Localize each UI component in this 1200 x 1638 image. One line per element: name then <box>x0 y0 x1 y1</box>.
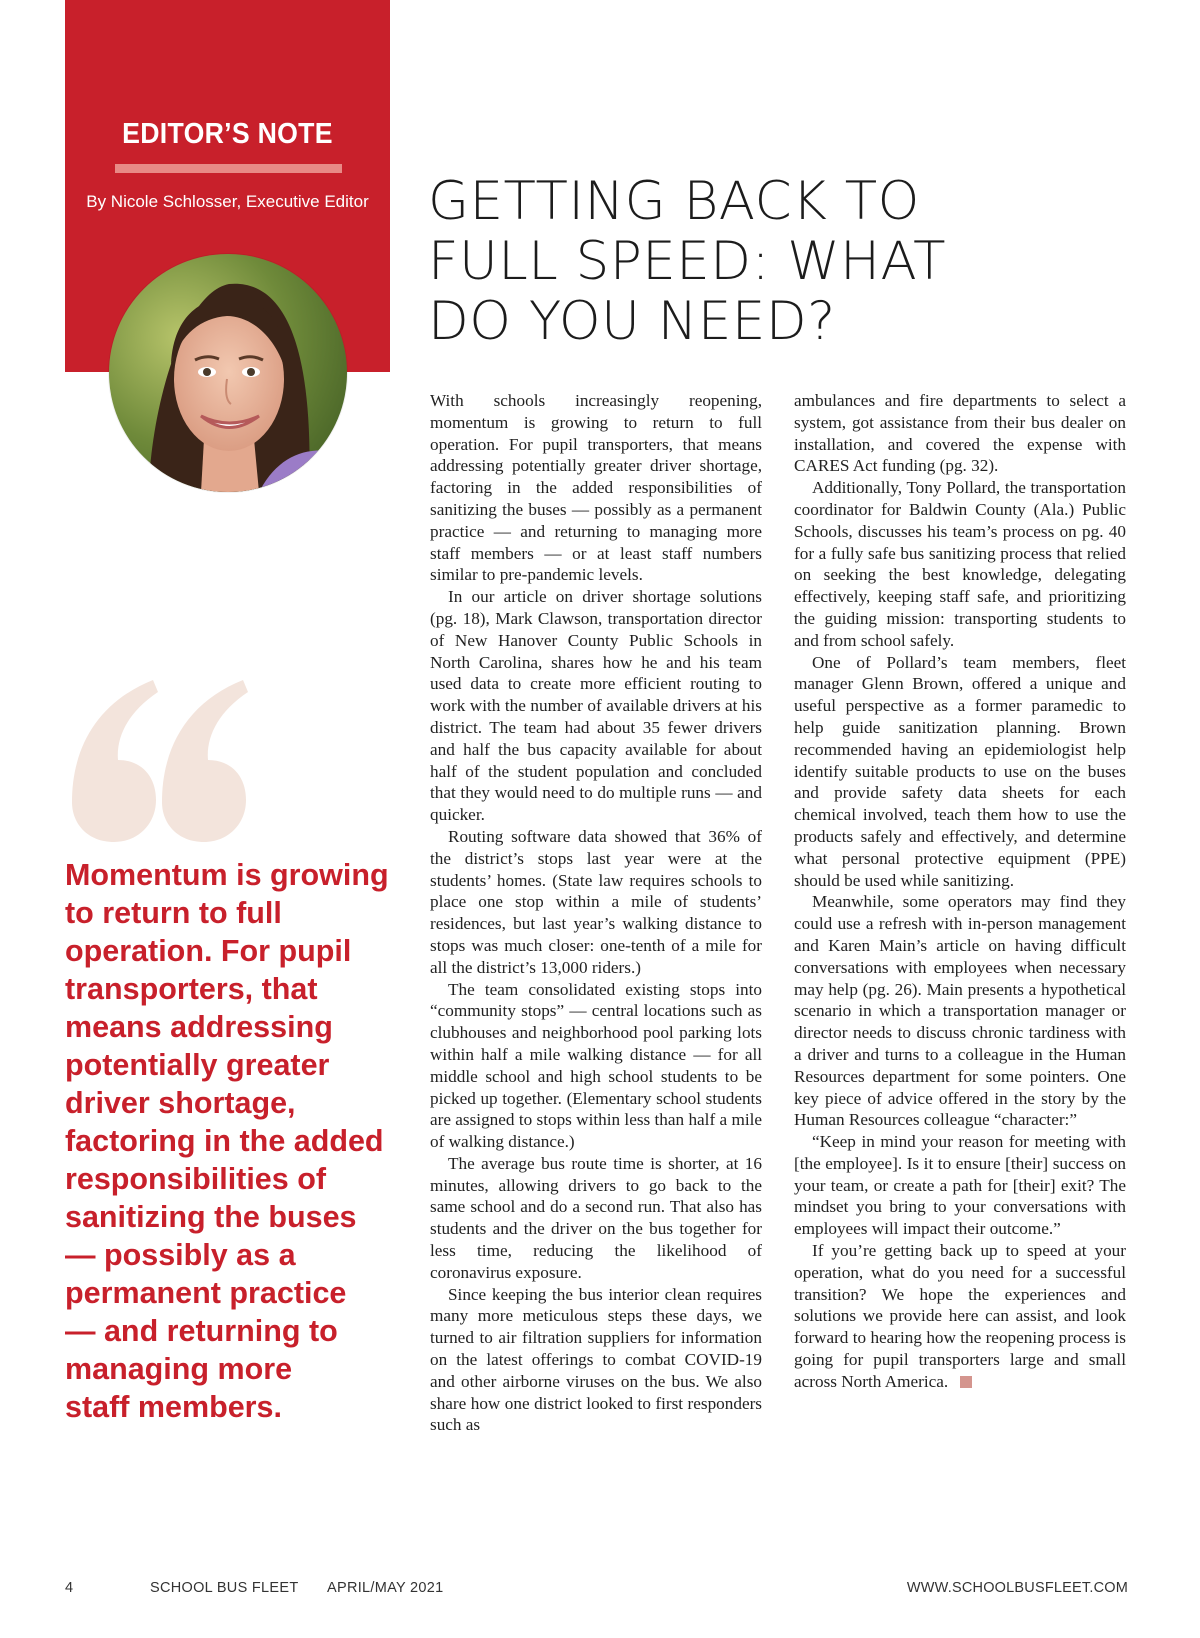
article-paragraph: One of Pollard’s team members, fleet manager Glenn Brown, offered a unique and useful perspective as a former paramedic to help guide sanitization planning. Brown recommended having an epidemiologist help identify suitable products to use on the buses and provide safety data sheets for each chemical involved, teach them how to use the products safely and effectively, and determine what personal protective equipment (PPE) should be used while sanitizing. <box>794 652 1126 890</box>
article-paragraph: Meanwhile, some operators may find they could use a refresh with in-person management and Karen Main’s article on having difficult conversations with employees when necessary may help (pg. 26). Main presents a hypothetical scenario in which a transportation manager or director needs to discuss chronic tardiness with a driver and turns to a colleague in the Human Resources department for some pointers. One key piece of advice offered in the story by the Human Resources colleague “character:” <box>794 892 1126 1130</box>
pull-quote-line: managing more <box>65 1352 293 1386</box>
article-paragraph: Routing software data showed that 36% of the district’s stops last year were at the students’ homes. (State law requires schools to place one stop within a mile of students’ residences, but last year’s walking distance to stops was much closer: one-tenth of a mile for all the district’s 13,000 riders.) <box>430 826 762 977</box>
pull-quote-line: Momentum is growing <box>65 858 389 892</box>
pull-quote-line: — and returning to <box>65 1314 338 1348</box>
pull-quote-line: transporters, that <box>65 972 318 1006</box>
pull-quote-line: potentially greater <box>65 1048 330 1082</box>
article-paragraph: Additionally, Tony Pollard, the transportation coordinator for Baldwin County (Ala.) Public Schools, discusses his team’s process on pg. 40 for a fully safe bus sanitizing process that relied on seeking the best knowledge, delegating effectively, keeping staff safe, and prioritizing the guiding mission: transporting students to and from school safely. <box>794 478 1126 650</box>
pull-quote-line: means addressing <box>65 1010 333 1044</box>
article-paragraph: Since keeping the bus interior clean requires many more meticulous steps these days, we turned to air filtration suppliers for information on the latest offerings to combat COVID-19 and other airborne viruses on the bus. We also share how one district looked to first responders such as <box>430 1284 762 1435</box>
author-photo <box>109 254 347 492</box>
article-headline <box>428 172 1148 352</box>
publication-name: SCHOOL BUS FLEET <box>150 1580 299 1596</box>
article-paragraph: The average bus route time is shorter, at 16 minutes, allowing drivers to go back to the same school and do a second run. That also has students and the driver on the bus together for less time, reducing the likelihood of coronavirus exposure. <box>430 1153 762 1282</box>
article-paragraph: The team consolidated existing stops into “community stops” — central locations such as clubhouses and neighborhood pool parking lots within half a mile walking distance — for all middle school and high school students to be picked up together. (Elementary school students are assigned to stops within less than half a mile of walking distance.) <box>430 979 762 1152</box>
page-number: 4 <box>65 1580 74 1596</box>
pull-quote-line: sanitizing the buses <box>65 1200 357 1234</box>
pull-quote-line: operation. For pupil <box>65 934 352 968</box>
article-paragraph: In our article on driver shortage solutions (pg. 18), Mark Clawson, transportation director of New Hanover County Public Schools in North Carolina, shares how he and his team used data to create more efficient routing to work with the number of available drivers at his district. The team had about 35 fewer drivers and half the bus capacity available for about half of the student population and concluded that they would need to do multiple runs — and quicker. <box>430 587 762 825</box>
end-of-article-square-icon <box>960 1376 972 1388</box>
opening-quotation-mark-icon <box>58 672 258 852</box>
author-byline: By Nicole Schlosser, Executive Editor <box>86 192 369 211</box>
article-paragraph: ambulances and fire departments to select a system, got assistance from their bus dealer on installation, and covered the expense with CARES Act funding (pg. 32). <box>794 391 1126 476</box>
website-link[interactable]: WWW.SCHOOLBUSFLEET.COM <box>906 1580 1128 1596</box>
pull-quote-line: staff members. <box>65 1390 282 1424</box>
article-paragraph: With schools increasingly reopening, momentum is growing to return to full operation. For pupil transporters, that means addressing potentially greater driver shortage, factoring in the added responsibilities of sanitizing the buses — possibly as a permanent practice — and returning to managing more staff members — or at least staff numbers similar to pre-pandemic levels. <box>430 391 762 585</box>
pull-quote <box>65 856 405 1426</box>
pull-quote-line: permanent practice <box>65 1276 347 1310</box>
article-paragraph: “Keep in mind your reason for meeting with [the employee]. Is it to ensure [their] success on your team, or create a path for [their] exit? The mindset you bring to your conversations with employees will impact their outcome.” <box>794 1132 1126 1239</box>
headline-line: GETTING BACK TO <box>428 171 920 232</box>
headline-line: DO YOU NEED? <box>428 291 836 352</box>
closing-paragraph-text: If you’re getting back up to speed at your operation, what do you need for a successful transition? We hope the experiences and solutions we provide here can assist, and look forward to hearing how the reopening process is going for pupil transporters large and small across North America. <box>794 1241 1126 1391</box>
article-column-2 <box>794 390 1126 1393</box>
divider-rule <box>115 164 342 173</box>
article-column-1 <box>430 390 762 1436</box>
article-paragraph <box>794 1240 1126 1393</box>
headline-line: FULL SPEED: WHAT <box>428 231 947 292</box>
pull-quote-line: factoring in the added <box>65 1124 384 1158</box>
pull-quote-line: to return to full <box>65 896 282 930</box>
pull-quote-line: responsibilities of <box>65 1162 326 1196</box>
pull-quote-line: — possibly as a <box>65 1238 296 1272</box>
pull-quote-line: driver shortage, <box>65 1086 296 1120</box>
section-label: EDITOR’S NOTE <box>122 118 333 150</box>
issue-date: APRIL/MAY 2021 <box>327 1580 444 1596</box>
